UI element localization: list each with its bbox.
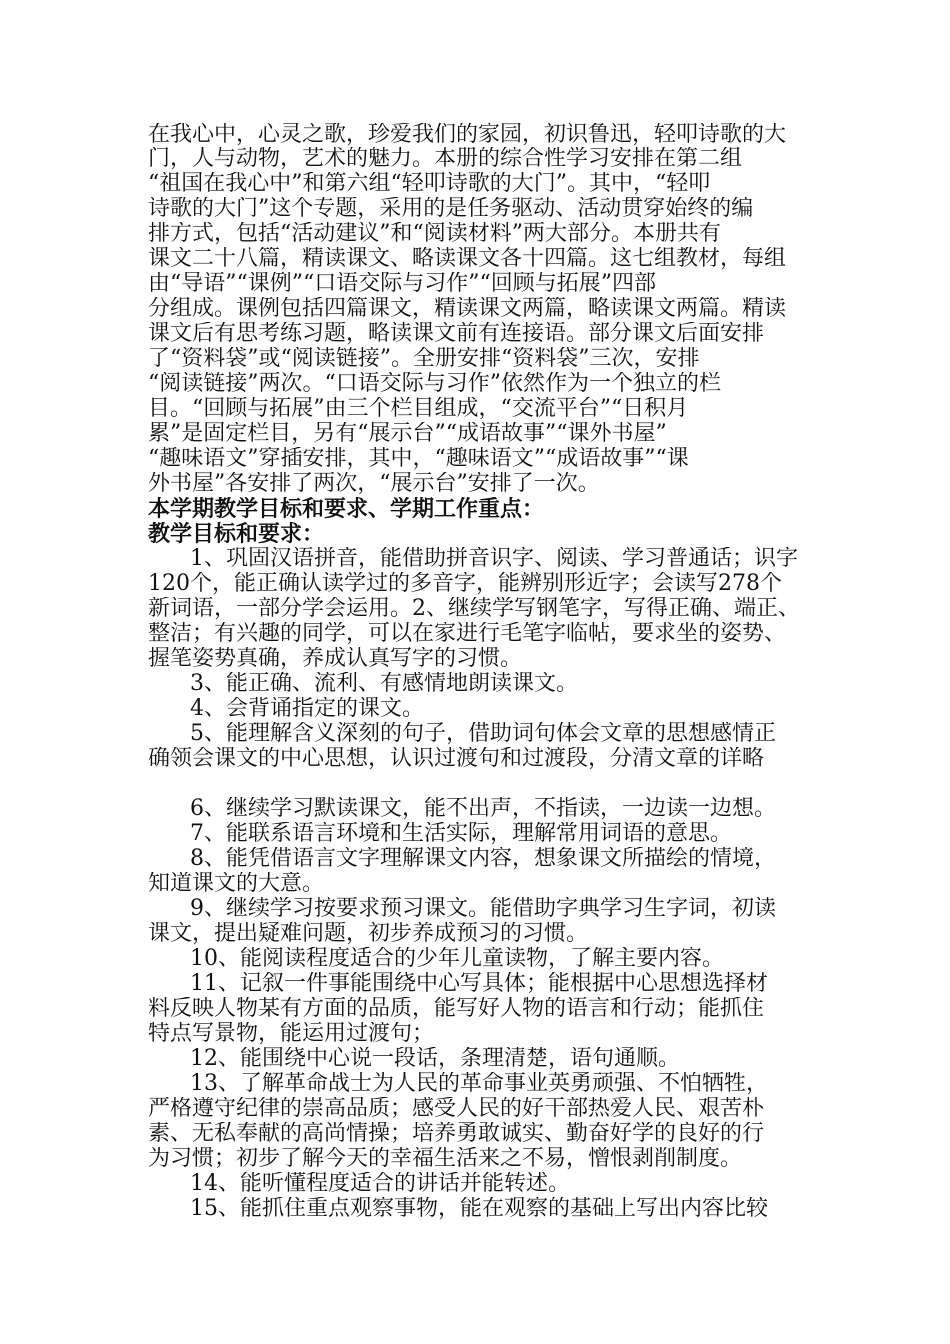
goal-5-line-1: 5、能理解含义深刻的句子，借助词句体会文章的思想感情正	[190, 722, 776, 746]
intro-line-14: “趣味语文”穿插安排，其中，“趣味语文”“成语故事”“课	[148, 447, 689, 471]
goal-13-line-3: 素、无私奉献的高尚情操；培养勇敢诚实、勤奋好学的良好的行	[148, 1122, 765, 1146]
goal-8-line-1: 8、能凭借语言文字理解课文内容，想象课文所描绘的情境，	[190, 847, 776, 871]
intro-line-5: 排方式，包括“活动建议”和“阅读材料”两大部分。本册共有	[148, 222, 721, 246]
goal-7: 7、能联系语言环境和生活实际，理解常用词语的意思。	[190, 822, 732, 846]
intro-line-7: 由“导语”“课例”“口语交际与习作”“回顾与拓展”四部	[148, 272, 656, 296]
goal-4: 4、会背诵指定的课文。	[190, 697, 424, 721]
goal-14: 14、能听懂程度适合的讲话并能转述。	[190, 1172, 570, 1196]
goal-5-line-2: 确领会课文的中心思想，认识过渡句和过渡段，分清文章的详略	[148, 747, 765, 771]
intro-line-3: “祖国在我心中”和第六组“轻叩诗歌的大门”。其中，“轻叩	[148, 172, 711, 196]
goal-9-line-1: 9、继续学习按要求预习课文。能借助字典学习生字词，初读	[190, 897, 776, 921]
intro-line-10: 了“资料袋”或“阅读链接”。全册安排“资料袋”三次，安排	[148, 347, 700, 371]
goal-1-line-3: 新词语，一部分学会运用。2、继续学写钢笔字，写得正确、端正、	[148, 597, 800, 621]
section-heading: 本学期教学目标和要求、学期工作重点：	[148, 497, 545, 521]
intro-line-13: 累”是固定栏目，另有“展示台”“成语故事”“课外书屋”	[148, 422, 667, 446]
intro-line-6: 课文二十八篇，精读课文、略读课文各十四篇。这七组教材，每组	[148, 247, 787, 271]
goal-13-line-2: 严格遵守纪律的崇高品质；感受人民的好干部热爱人民、艰苦朴	[148, 1097, 765, 1121]
intro-line-12: 目。“回顾与拓展”由三个栏目组成，“交流平台”“日积月	[148, 397, 689, 421]
goal-1-line-1: 1、巩固汉语拼音，能借助拼音识字、阅读、学习普通话；识字	[190, 547, 798, 571]
goal-6: 6、继续学习默读课文，能不出声，不指读，一边读一边想。	[190, 797, 776, 821]
goal-9-line-2: 课文，提出疑难问题，初步养成预习的习惯。	[148, 922, 589, 946]
goal-8-line-2: 知道课文的大意。	[148, 872, 325, 896]
goal-1-line-2: 120个，能正确认读学过的多音字，能辨别形近字；会读写278个	[148, 572, 782, 596]
goal-3: 3、能正确、流利、有感情地朗读课文。	[190, 672, 578, 696]
intro-line-2: 门，人与动物，艺术的魅力。本册的综合性学习安排在第二组	[148, 147, 743, 171]
goal-11-line-2: 料反映人物某有方面的品质，能写好人物的语言和行动；能抓住	[148, 997, 765, 1021]
intro-line-8: 分组成。课例包括四篇课文，精读课文两篇，略读课文两篇。精读	[148, 297, 787, 321]
goal-10: 10、能阅读程度适合的少年儿童读物，了解主要内容。	[190, 947, 724, 971]
goal-1-line-5: 握笔姿势真确，养成认真写字的习惯。	[148, 647, 523, 671]
goal-15: 15、能抓住重点观察事物，能在观察的基础上写出内容比较	[190, 1197, 768, 1221]
intro-line-15: 外书屋”各安排了两次，“展示台”安排了一次。	[148, 472, 600, 496]
goal-13-line-4: 为习惯；初步了解今天的幸福生活来之不易，憎恨剥削制度。	[148, 1147, 743, 1171]
intro-line-4: 诗歌的大门”这个专题，采用的是任务驱动、活动贯穿始终的编	[148, 197, 754, 221]
goal-13-line-1: 13、了解革命战士为人民的革命事业英勇顽强、不怕牺牲，	[190, 1072, 768, 1096]
intro-line-11: “阅读链接”两次。“口语交际与习作”依然作为一个独立的栏	[148, 372, 721, 396]
subsection-heading: 教学目标和要求：	[148, 522, 325, 546]
goal-12: 12、能围绕中心说一段话，条理清楚，语句通顺。	[190, 1047, 680, 1071]
goal-1-line-4: 整洁；有兴趣的同学，可以在家进行毛笔字临帖，要求坐的姿势、	[148, 622, 787, 646]
intro-line-9: 课文后有思考练习题，略读课文前有连接语。部分课文后面安排	[148, 322, 765, 346]
goal-11-line-1: 11、记叙一件事能围绕中心写具体；能根据中心思想选择材	[190, 972, 768, 996]
goal-11-line-3: 特点写景物，能运用过渡句；	[148, 1022, 435, 1046]
intro-line-1: 在我心中，心灵之歌，珍爱我们的家园，初识鲁迅，轻叩诗歌的大	[148, 123, 787, 147]
